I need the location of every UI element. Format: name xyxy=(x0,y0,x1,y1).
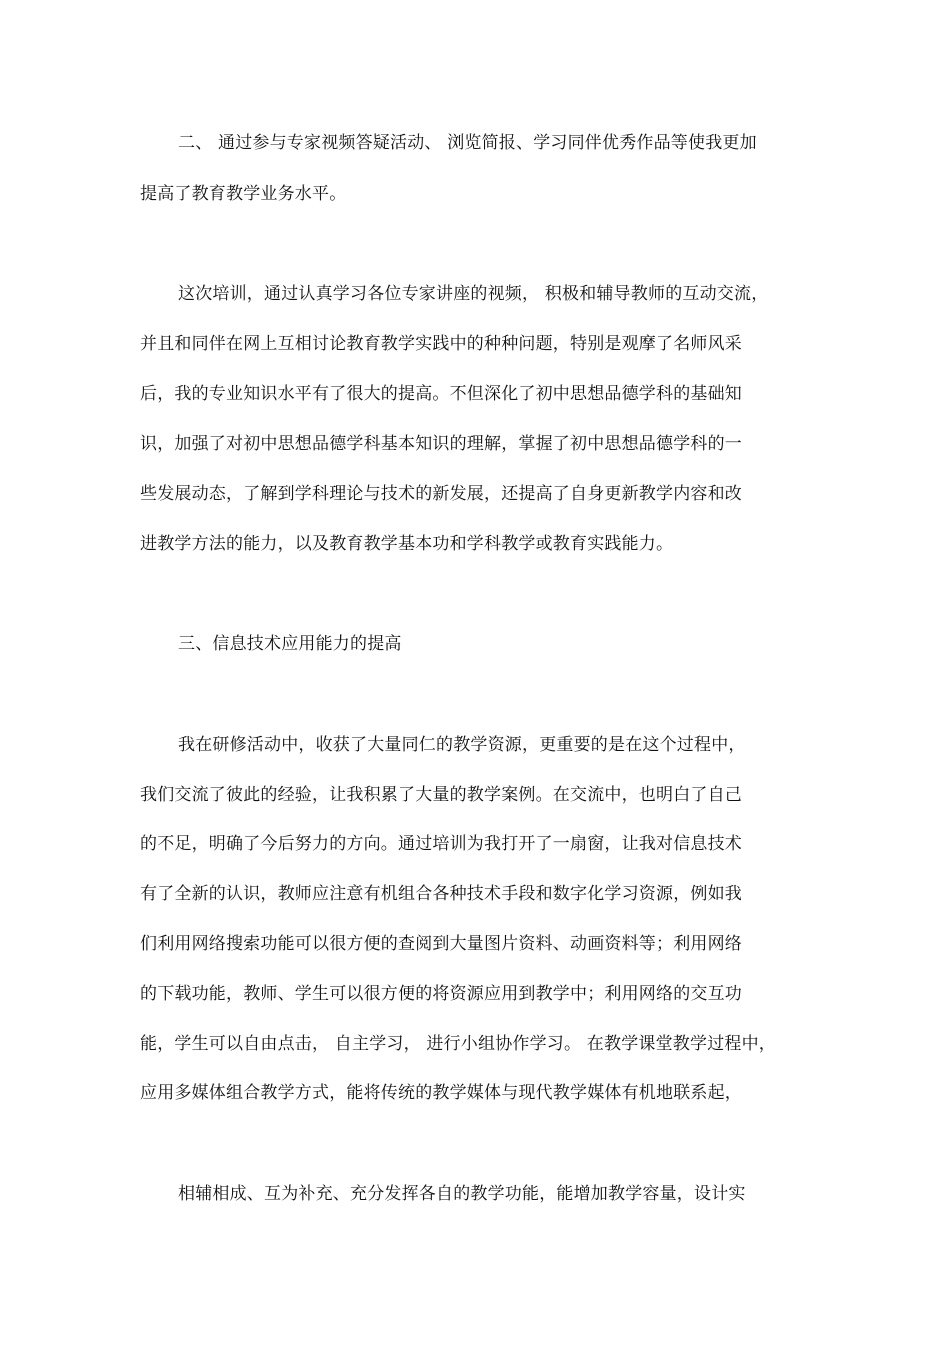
text-line: 后，我的专业知识水平有了很大的提高。不但深化了初中思想品德学科的基础知 xyxy=(140,384,742,404)
text-line: 们利用网络搜索功能可以很方便的查阅到大量图片资料、动画资料等；利用网络 xyxy=(140,934,742,954)
text-line: 些发展动态，了解到学科理论与技术的新发展，还提高了自身更新教学内容和改 xyxy=(140,484,742,504)
text-line: 识，加强了对初中思想品德学科基本知识的理解，掌握了初中思想品德学科的一 xyxy=(140,434,742,454)
text-line: 相辅相成、互为补充、充分发挥各自的教学功能，能增加教学容量，设计实 xyxy=(178,1184,746,1204)
text-line: 我在研修活动中，收获了大量同仁的教学资源，更重要的是在这个过程中， xyxy=(178,735,746,755)
text-line: 提高了教育教学业务水平。 xyxy=(140,184,347,204)
text-line: 应用多媒体组合教学方式，能将传统的教学媒体与现代教学媒体有机地联系起， xyxy=(140,1083,742,1103)
text-line: 这次培训，通过认真学习各位专家讲座的视频， 积极和辅导教师的互动交流， xyxy=(178,284,769,304)
text-line: 的下载功能，教师、学生可以很方便的将资源应用到教学中；利用网络的交互功 xyxy=(140,984,742,1004)
section-heading-text: 三、信息技术应用能力的提高 xyxy=(178,634,402,654)
text-line: 我们交流了彼此的经验，让我积累了大量的教学案例。在交流中，也明白了自己 xyxy=(140,785,742,805)
text-line: 能，学生可以自由点击， 自主学习， 进行小组协作学习。 在教学课堂教学过程中， xyxy=(140,1034,777,1054)
text-line: 有了全新的认识，教师应注意有机组合各种技术手段和数字化学习资源，例如我 xyxy=(140,884,742,904)
text-line: 的不足，明确了今后努力的方向。通过培训为我打开了一扇窗，让我对信息技术 xyxy=(140,834,742,854)
text-line: 二、 通过参与专家视频答疑活动、 浏览简报、学习同伴优秀作品等使我更加 xyxy=(178,133,757,153)
text-line: 进教学方法的能力，以及教育教学基本功和学科教学或教育实践能力。 xyxy=(140,534,674,554)
text-line: 并且和同伴在网上互相讨论教育教学实践中的种种问题，特别是观摩了名师风采 xyxy=(140,334,742,354)
